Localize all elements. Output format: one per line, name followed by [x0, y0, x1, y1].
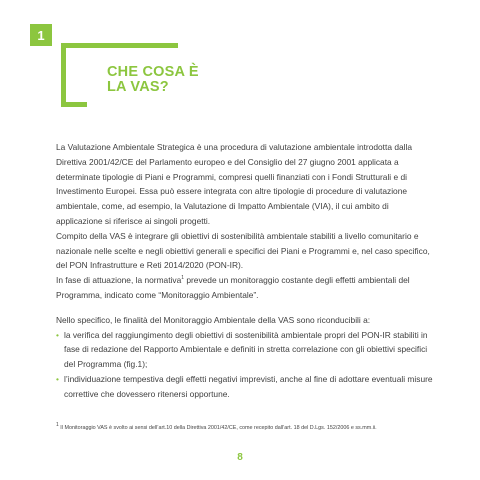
paragraph-purpose: Compito della VAS è integrare gli obiettivi di sostenibilità ambientale stabiliti a livello comunitario e nazionale nelle scelte e negli obiettivi generali e specifici dei Piani e Programmi e, nel caso specifico, del PON Infrastrutture e Reti 2014/2020 (PON-IR).: [56, 230, 430, 271]
paragraph-implementation: [56, 273, 436, 303]
title-line-1: CHE COSA È: [107, 64, 199, 80]
footnote-text: Il Monitoraggio VAS è svolto ai sensi dell’art.10 della Direttiva 2001/42/CE, come recepito dall’art. 18 del D.Lgs. 152/2006 e ss.mm.ii.: [58, 425, 377, 431]
title-bracket-line: [86, 43, 178, 48]
list-item: • la verifica del raggiungimento degli obiettivi di sostenibilità ambientale propri del PON-IR stabiliti in fase di redazione del Rapporto Ambientale e definiti in stretta correlazione con gli obiettivi specifici del Programma (fig.1);: [56, 328, 436, 372]
purposes-list: [56, 328, 436, 402]
paragraph-purposes-intro: Nello specifico, le finalità del Monitoraggio Ambientale della VAS sono riconducibili a:: [56, 314, 371, 325]
page-number: 8: [237, 452, 243, 463]
title-line-2: LA VAS?: [107, 79, 169, 95]
title-bracket-decoration: [61, 43, 87, 107]
page-title: [107, 65, 257, 95]
implementation-text-before: In fase di attuazione, la normativa: [56, 275, 182, 286]
paragraph-definition: La Valutazione Ambientale Strategica è una procedura di valutazione ambientale introdotta dalla Direttiva 2001/42/CE del Parlamento europeo e del Consiglio del 27 giugno 2001 applicata a determinate tipologie di Piani e Programmi, compresi quelli finanziati con i Fondi Strutturali e di Investimento Europei. Essa può essere integrata con altre tipologie di procedure di valutazione ambientale, come, ad esempio, la Valutazione di Impatto Ambientale (VIA), il cui ambito di applicazione si riferisce ai singoli progetti.: [56, 142, 413, 226]
implementation-text-after: prevede un monitoraggio costante degli effetti ambientali del Programma, indicato come “Monitoraggio Ambientale”.: [56, 275, 410, 300]
list-item: • l’individuazione tempestiva degli effetti negativi imprevisti, anche al fine di adottare eventuali misure correttive che dovessero ritenersi opportune.: [56, 372, 436, 402]
footnote-number: 1: [56, 422, 59, 429]
chapter-number-badge: 1: [30, 24, 52, 46]
footnote: [56, 424, 436, 432]
footnote-reference: 1: [181, 275, 185, 282]
body-text: [56, 140, 436, 402]
